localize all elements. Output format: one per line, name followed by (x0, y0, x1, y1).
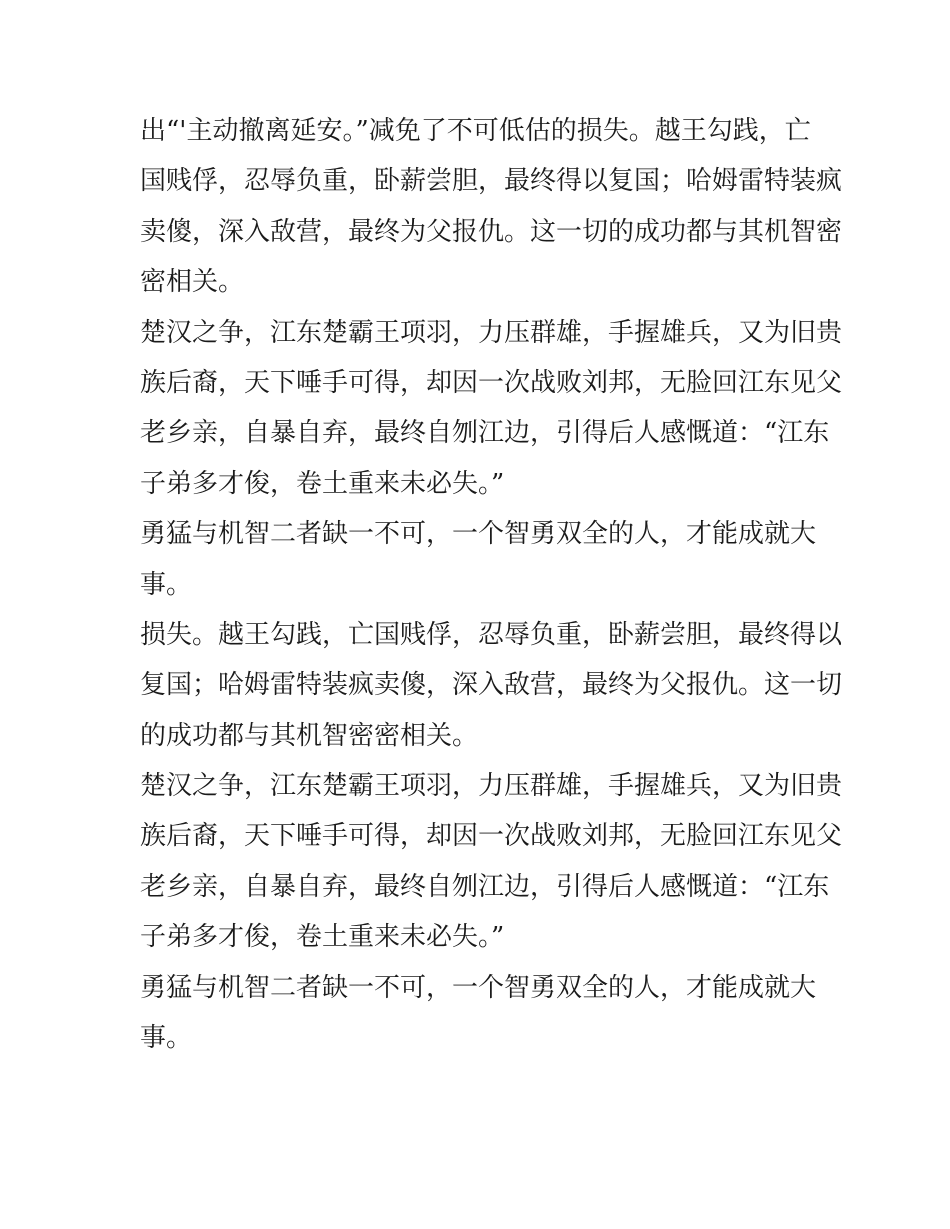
text-line: 老乡亲，自暴自弃，最终自刎江边，引得后人感慨道：“江东 (140, 418, 830, 449)
text-line: 密相关。 (140, 267, 245, 298)
text-line: 子弟多才俊，卷土重来未必失。” (140, 922, 505, 953)
text-line: 复国；哈姆雷特装疯卖傻，深入敌营，最终为父报仇。这一切 (140, 670, 843, 701)
text-line: 楚汉之争，江东楚霸王项羽，力压群雄，手握雄兵，又为旧贵 (140, 771, 843, 802)
text-line: 卖傻，深入敌营，最终为父报仇。这一切的成功都与其机智密 (140, 216, 843, 247)
text-line: 老乡亲，自暴自弃，最终自刎江边，引得后人感慨道：“江东 (140, 871, 830, 902)
text-line: 事。 (140, 1023, 193, 1054)
text-line: 族后裔，天下唾手可得，却因一次战败刘邦，无脸回江东见父 (140, 821, 843, 852)
text-line: 楚汉之争，江东楚霸王项羽，力压群雄，手握雄兵，又为旧贵 (140, 317, 843, 348)
text-line: 损失。越王勾践，亡国贱俘，忍辱负重，卧薪尝胆，最终得以 (140, 619, 843, 650)
text-line: 的成功都与其机智密密相关。 (140, 720, 479, 751)
text-line: 勇猛与机智二者缺一不可，一个智勇双全的人，才能成就大 (140, 972, 817, 1003)
text-line: 族后裔，天下唾手可得，却因一次战败刘邦，无脸回江东见父 (140, 367, 843, 398)
text-line: 勇猛与机智二者缺一不可，一个智勇双全的人，才能成就大 (140, 519, 817, 550)
text-line: 出“'主动撤离延安。”减免了不可低估的损失。越王勾践，亡 (140, 116, 811, 146)
body-text (140, 106, 843, 1063)
text-line: 子弟多才俊，卷土重来未必失。” (140, 468, 505, 499)
text-line: 事。 (140, 569, 193, 600)
text-line: 国贱俘，忍辱负重，卧薪尝胆，最终得以复国；哈姆雷特装疯 (140, 166, 843, 197)
